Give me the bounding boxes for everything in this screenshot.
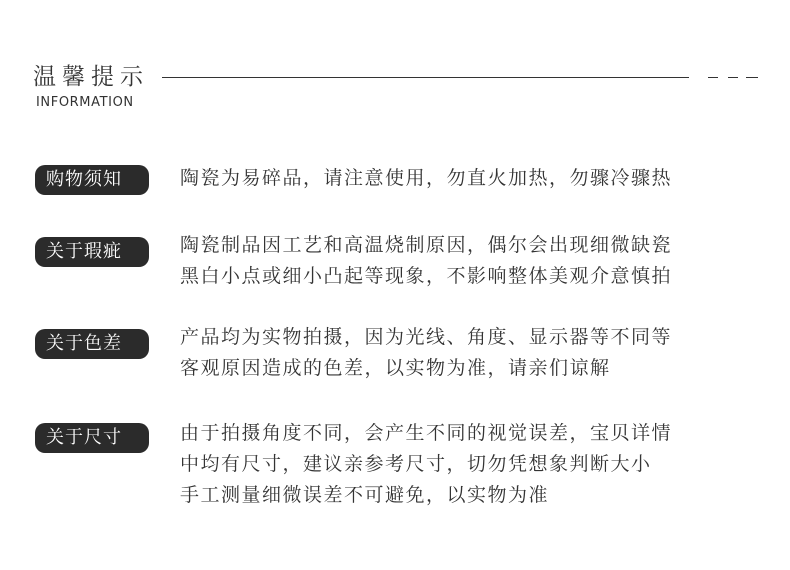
header-divider	[162, 77, 689, 78]
text-line: 中均有尺寸，建议亲参考尺寸，切勿凭想象判断大小	[180, 453, 652, 475]
section-badge: 关于色差	[35, 329, 149, 359]
header-dash-2	[728, 77, 738, 78]
text-line: 手工测量细微误差不可避免，以实物为准	[180, 484, 550, 506]
header-title: 温馨提示	[33, 64, 149, 90]
text-line: 黑白小点或细小凸起等现象，不影响整体美观介意慎拍	[180, 265, 673, 287]
section-badge: 关于尺寸	[35, 423, 149, 453]
section-badge: 关于瑕疵	[35, 237, 149, 267]
header-dash-3	[746, 77, 758, 78]
section-text	[180, 418, 780, 511]
text-line: 陶瓷为易碎品，请注意使用，勿直火加热，勿骤冷骤热	[180, 167, 673, 189]
header-subtitle: INFORMATION	[36, 95, 134, 110]
section-text	[180, 230, 780, 292]
text-line: 产品均为实物拍摄，因为光线、角度、显示器等不同等	[180, 326, 673, 348]
section-badge: 购物须知	[35, 165, 149, 195]
section-text	[180, 322, 780, 384]
header-dash-1	[708, 77, 718, 78]
text-line: 由于拍摄角度不同，会产生不同的视觉误差，宝贝详情	[180, 422, 673, 444]
section-text	[180, 163, 780, 194]
text-line: 客观原因造成的色差，以实物为准，请亲们谅解	[180, 357, 611, 379]
text-line: 陶瓷制品因工艺和高温烧制原因，偶尔会出现细微缺瓷	[180, 234, 673, 256]
